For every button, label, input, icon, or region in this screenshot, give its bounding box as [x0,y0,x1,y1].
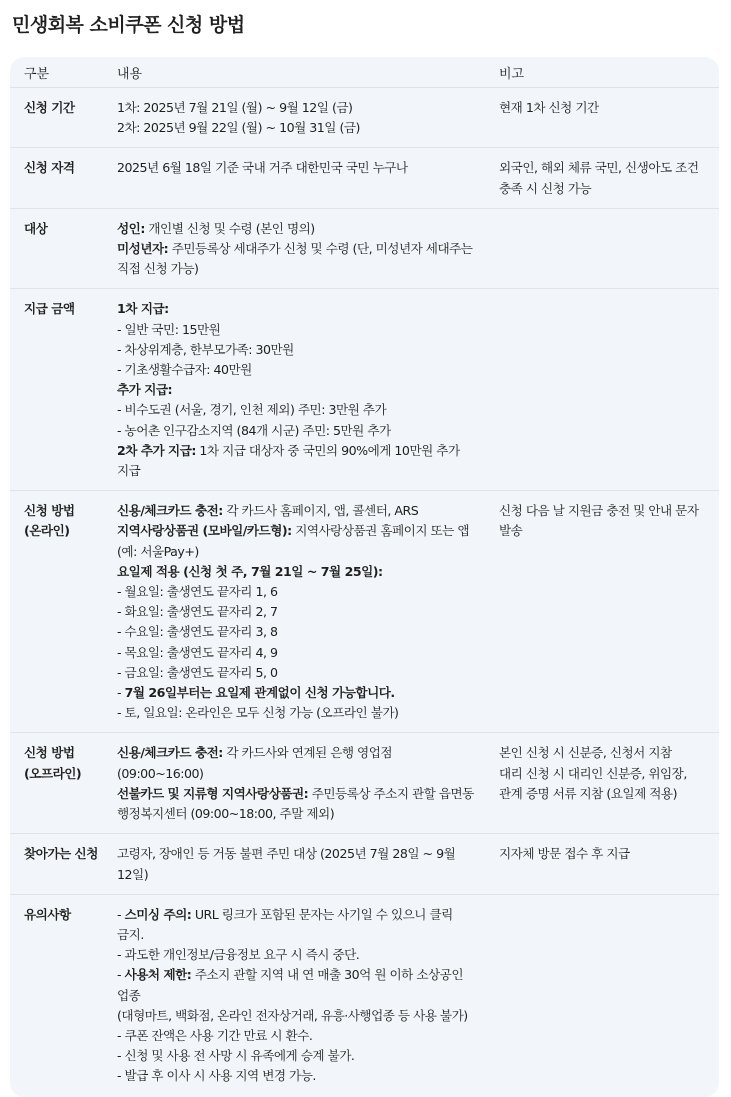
table-row [10,834,719,894]
content-text: - 목요일: 출생연도 끝자리 4, 9 [117,644,278,660]
content-emphasis: 스미싱 주의: [124,906,192,922]
content-line [117,441,475,481]
row-content [103,299,485,481]
content-line [117,501,475,521]
row-note: 신청 다음 날 지원금 충전 및 안내 문자 발송 [499,503,699,539]
content-text: - 신청 및 사용 전 사망 시 유족에게 승계 불가. [117,1048,355,1064]
content-line [117,1006,475,1026]
content-text: 개인별 신청 및 수령 (본인 명의) [144,220,315,236]
row-note [485,299,719,481]
page-title: 민생회복 소비쿠폰 신청 방법 [12,14,245,36]
content-text: - 쿠폰 잔액은 사용 기간 만료 시 환수. [117,1027,313,1043]
table-row [10,88,719,148]
content-text: 각 카드사 홈페이지, 앱, 콜센터, ARS [222,503,419,519]
table-header [10,57,719,88]
content-line [117,340,475,360]
content-emphasis: 지역사랑상품권 (모바일/카드형): [117,523,292,539]
content-line [117,380,475,400]
content-line [117,844,475,884]
content-line [117,299,475,319]
content-line [117,643,475,663]
row-note: 외국인, 해외 체류 국민, 신생아도 조건 충족 시 신청 가능 [499,160,699,196]
content-text: - 일반 국민: 15만원 [117,321,221,337]
content-text: - 금요일: 출생연도 끝자리 5, 0 [117,664,278,680]
content-text: - [117,906,125,922]
content-line [117,400,475,420]
content-emphasis: 7월 26일부터는 요일제 관계없이 신청 가능합니다. [124,685,395,701]
content-text: 2025년 6월 18일 기준 국내 거주 대한민국 국민 누구나 [117,160,408,176]
table-row [10,491,719,733]
content-line [117,1066,475,1086]
content-text: - 차상위계층, 한부모가족: 30만원 [117,341,294,357]
content-line [117,562,475,582]
row-content [103,905,485,1087]
content-line [117,945,475,965]
content-text: - 화요일: 출생연도 끝자리 2, 7 [117,604,278,620]
content-line [117,239,475,279]
content-line [117,421,475,441]
content-text: - 비수도권 (서울, 경기, 인천 제외) 주민: 3만원 추가 [117,402,387,418]
content-text: - 기초생활수급자: 40만원 [117,362,252,378]
content-text: - [117,685,125,701]
content-emphasis: 신용/체크카드 충전: [117,503,223,519]
content-emphasis: 추가 지급: [117,382,173,398]
row-note [485,219,719,280]
content-line [117,965,475,1005]
content-line [117,1046,475,1066]
column-header-category: 구분 [24,67,50,82]
content-emphasis: 미성년자: [117,241,169,257]
content-line [117,743,475,783]
note-line: 본인 신청 시 신분증, 신청서 지참 [499,745,672,761]
column-header-note: 비고 [499,67,525,82]
row-content [103,158,485,198]
content-text: URL 링크가 포함된 문자는 사기일 수 있으니 클릭 금지. [117,906,453,942]
row-label: 유의사항 [24,906,71,922]
content-text: 1차 지급 대상자 중 국민의 90%에게 10만원 추가 지급 [117,442,460,479]
content-text: 지역사랑상품권 홈페이지 또는 앱 (예: 서울Pay+) [117,523,470,559]
content-emphasis: 사용처 제한: [124,967,192,983]
content-line [117,98,475,118]
content-emphasis: 성인: [117,220,145,236]
table-row [10,895,719,1096]
table-row [10,209,719,290]
content-line [117,1026,475,1046]
table-row [10,148,719,208]
info-table [10,57,719,1097]
table-row [10,289,719,491]
content-text: 고령자, 장애인 등 거동 불편 주민 대상 (2025년 7월 28일 ~ 9월 12일) [117,846,456,882]
row-label: 지급 금액 [24,301,75,317]
note-line: 대리 신청 시 대리인 신분증, 위임장, 관계 증명 서류 지참 (요일제 적용) [499,765,687,801]
content-text: 주민등록상 주소지 관할 읍면동 행정복지센터 (09:00~18:00, 주말 제외) [117,785,474,822]
content-text: - 수요일: 출생연도 끝자리 3, 8 [117,624,278,640]
content-line [117,784,475,824]
row-content [103,219,485,280]
content-line [117,905,475,945]
content-line [117,158,475,178]
content-line [117,219,475,239]
row-note [485,743,719,824]
content-line [117,663,475,683]
column-header-content: 내용 [117,67,143,82]
row-note [485,905,719,1087]
content-text: - [117,967,125,983]
row-label: 신청 방법 (온라인) [24,503,75,539]
content-text: - 과도한 개인정보/금융정보 요구 시 즉시 중단. [117,947,360,963]
content-text: 1차: 2025년 7월 21일 (월) ~ 9월 12일 (금) [117,100,353,115]
row-label: 찾아가는 신청 [24,846,98,862]
content-text: 주민등록상 세대주가 신청 및 수령 (단, 미성년자 세대주는 직접 신청 가능) [117,241,473,277]
table-body [10,88,719,1096]
content-line [117,360,475,380]
content-emphasis: 요일제 적용 (신청 첫 주, 7월 21일 ~ 7월 25일): [117,563,383,579]
content-line [117,320,475,340]
content-text: 주소지 관할 지역 내 연 매출 30억 원 이하 소상공인 업종 [117,967,464,1003]
table-row [10,733,719,834]
row-content [103,743,485,824]
content-emphasis: 선불카드 및 지류형 지역사랑상품권: [117,785,309,801]
content-line [117,703,475,723]
content-text: (대형마트, 백화점, 온라인 전자상거래, 유흥·사행업종 등 사용 불가) [117,1007,468,1023]
row-note: 지자체 방문 접수 후 지급 [499,846,630,862]
row-content [103,98,485,138]
content-emphasis: 신용/체크카드 충전: [117,745,223,761]
content-emphasis: 2차 추가 지급: [117,442,196,458]
content-text: 각 카드사와 연계된 은행 영업점 (09:00~16:00) [117,745,393,781]
content-text: - 농어촌 인구감소지역 (84개 시군) 주민: 5만원 추가 [117,422,391,438]
row-label: 신청 자격 [24,160,75,176]
content-text: 2차: 2025년 9월 22일 (월) ~ 10월 31일 (금) [117,120,360,136]
content-line [117,118,475,138]
content-emphasis: 1차 지급: [117,301,169,317]
row-label: 신청 기간 [24,100,75,115]
content-line [117,622,475,642]
content-line [117,683,475,703]
row-note: 현재 1차 신청 기간 [499,100,599,115]
content-text: - 토, 일요일: 온라인은 모두 신청 가능 (오프라인 불가) [117,705,399,721]
row-label: 신청 방법 (오프라인) [24,745,82,781]
content-line [117,521,475,561]
row-content [103,501,485,723]
content-line [117,602,475,622]
row-label: 대상 [24,220,48,236]
row-content [103,844,485,884]
content-text: - 발급 후 이사 시 사용 지역 변경 가능. [117,1068,316,1084]
content-text: - 월요일: 출생연도 끝자리 1, 6 [117,584,278,600]
content-line [117,582,475,602]
